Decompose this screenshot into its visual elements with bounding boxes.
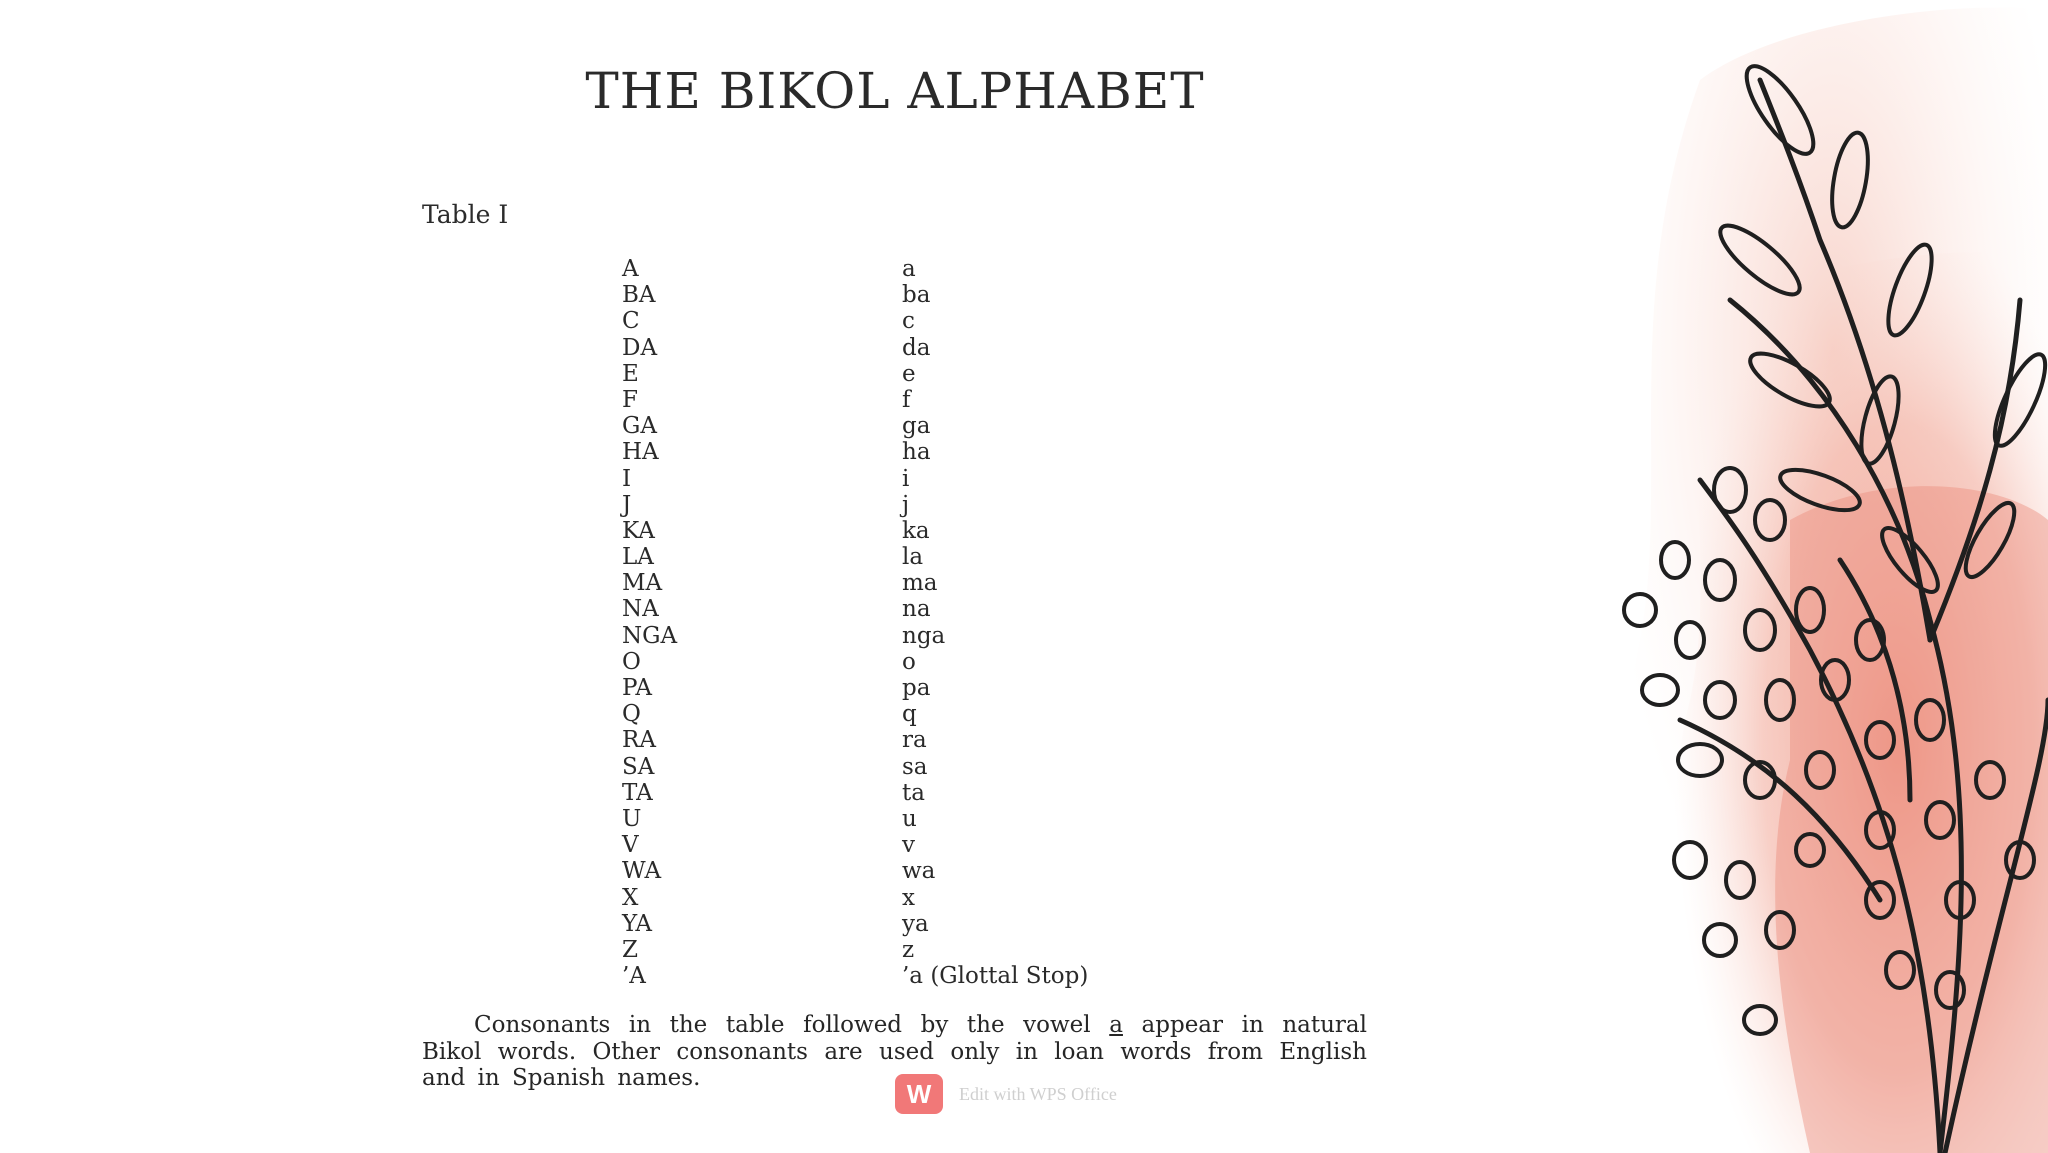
wps-watermark[interactable] bbox=[895, 1074, 1117, 1114]
uppercase-letter: J bbox=[622, 491, 632, 518]
lowercase-letter: o bbox=[902, 648, 916, 675]
uppercase-letter: KA bbox=[622, 517, 655, 544]
lowercase-letter: e bbox=[902, 360, 916, 387]
lowercase-letter: ka bbox=[902, 517, 930, 544]
lowercase-letter: ’a (Glottal Stop) bbox=[902, 963, 1089, 990]
uppercase-letter: F bbox=[622, 386, 638, 413]
alphabet-row bbox=[622, 701, 1302, 727]
page-title: THE BIKOL ALPHABET bbox=[585, 62, 1205, 120]
lowercase-letter: i bbox=[902, 465, 910, 492]
uppercase-letter: MA bbox=[622, 570, 663, 597]
uppercase-letter: V bbox=[622, 832, 639, 859]
lowercase-letter: x bbox=[902, 884, 915, 911]
alphabet-row bbox=[622, 439, 1302, 465]
alphabet-row bbox=[622, 963, 1302, 989]
uppercase-letter: RA bbox=[622, 727, 656, 754]
alphabet-row bbox=[622, 649, 1302, 675]
uppercase-letter: BA bbox=[622, 282, 656, 309]
alphabet-row bbox=[622, 596, 1302, 622]
lowercase-letter: ya bbox=[902, 910, 929, 937]
alphabet-row bbox=[622, 675, 1302, 701]
note-text-1: Consonants in the table followed by the vowel bbox=[474, 1012, 1110, 1038]
uppercase-letter: GA bbox=[622, 413, 657, 440]
wps-watermark-text: Edit with WPS Office bbox=[959, 1083, 1117, 1104]
lowercase-letter: f bbox=[902, 386, 911, 413]
lowercase-letter: nga bbox=[902, 622, 946, 649]
uppercase-letter: Z bbox=[622, 936, 638, 963]
uppercase-letter: I bbox=[622, 465, 632, 492]
uppercase-letter: DA bbox=[622, 334, 658, 361]
alphabet-row bbox=[622, 780, 1302, 806]
lowercase-letter: ra bbox=[902, 727, 927, 754]
uppercase-letter: WA bbox=[622, 858, 662, 885]
note-text-2: appear in natural Bikol words. Other consonants are used only in loan words from English and in Spanish names. bbox=[422, 1012, 1367, 1091]
lowercase-letter: j bbox=[902, 491, 910, 518]
lowercase-letter: c bbox=[902, 308, 915, 335]
alphabet-table bbox=[622, 256, 1302, 989]
lowercase-letter: ma bbox=[902, 570, 938, 597]
alphabet-row bbox=[622, 335, 1302, 361]
lowercase-letter: q bbox=[902, 701, 917, 728]
alphabet-row bbox=[622, 387, 1302, 413]
uppercase-letter: E bbox=[622, 360, 639, 387]
lowercase-letter: u bbox=[902, 805, 917, 832]
uppercase-letter: NA bbox=[622, 596, 659, 623]
alphabet-row bbox=[622, 754, 1302, 780]
lowercase-letter: a bbox=[902, 256, 916, 282]
alphabet-row bbox=[622, 282, 1302, 308]
alphabet-row bbox=[622, 413, 1302, 439]
alphabet-row bbox=[622, 308, 1302, 334]
alphabet-row bbox=[622, 361, 1302, 387]
botanical-decoration bbox=[1580, 0, 2048, 1153]
lowercase-letter: ha bbox=[902, 439, 931, 466]
alphabet-row bbox=[622, 727, 1302, 753]
uppercase-letter: SA bbox=[622, 753, 655, 780]
lowercase-letter: ba bbox=[902, 282, 931, 309]
alphabet-row bbox=[622, 911, 1302, 937]
uppercase-letter: HA bbox=[622, 439, 659, 466]
lowercase-letter: da bbox=[902, 334, 931, 361]
alphabet-row bbox=[622, 570, 1302, 596]
lowercase-letter: ga bbox=[902, 413, 931, 440]
lowercase-letter: pa bbox=[902, 675, 931, 701]
uppercase-letter: NGA bbox=[622, 622, 678, 649]
lowercase-letter: v bbox=[902, 832, 915, 859]
lowercase-letter: z bbox=[902, 936, 915, 963]
uppercase-letter: YA bbox=[622, 910, 653, 937]
alphabet-row bbox=[622, 858, 1302, 884]
uppercase-letter: ’A bbox=[622, 963, 646, 990]
alphabet-row bbox=[622, 937, 1302, 963]
lowercase-letter: ta bbox=[902, 779, 925, 806]
lowercase-letter: la bbox=[902, 544, 924, 571]
alphabet-row bbox=[622, 518, 1302, 544]
alphabet-row bbox=[622, 623, 1302, 649]
lowercase-letter: na bbox=[902, 596, 931, 623]
uppercase-letter: C bbox=[622, 308, 640, 335]
table-caption: Table I bbox=[422, 200, 509, 229]
uppercase-letter: LA bbox=[622, 544, 654, 571]
uppercase-letter: U bbox=[622, 805, 642, 832]
uppercase-letter: O bbox=[622, 648, 641, 675]
lowercase-letter: wa bbox=[902, 858, 936, 885]
uppercase-letter: X bbox=[622, 884, 639, 911]
alphabet-row bbox=[622, 544, 1302, 570]
uppercase-letter: A bbox=[622, 256, 639, 282]
alphabet-row bbox=[622, 492, 1302, 518]
uppercase-letter: PA bbox=[622, 675, 652, 701]
note-underlined-vowel: a bbox=[1109, 1012, 1123, 1038]
alphabet-row bbox=[622, 885, 1302, 911]
alphabet-row bbox=[622, 806, 1302, 832]
alphabet-row bbox=[622, 466, 1302, 492]
uppercase-letter: Q bbox=[622, 701, 641, 728]
lowercase-letter: sa bbox=[902, 753, 928, 780]
alphabet-row bbox=[622, 832, 1302, 858]
uppercase-letter: TA bbox=[622, 779, 653, 806]
wps-office-logo-icon: W bbox=[895, 1074, 943, 1114]
alphabet-row bbox=[622, 256, 1302, 282]
